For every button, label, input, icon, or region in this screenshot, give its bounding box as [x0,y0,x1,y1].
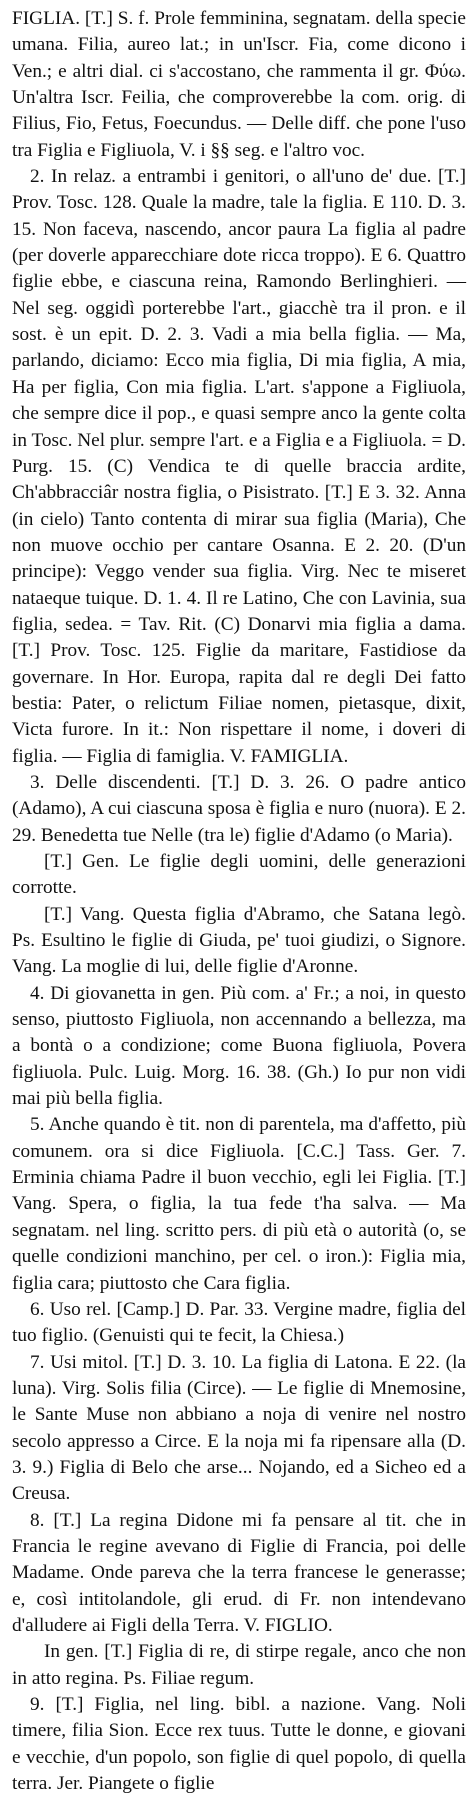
sense-6-religious: 6. Uso rel. [Camp.] D. Par. 33. Vergine madre, figlia del tuo figlio. (Genuisti qui te fecit, la Chiesa.) [12,1298,466,1347]
sense-9-biblical: 9. [T.] Figlia, nel ling. bibl. a nazione. Vang. Noli timere, filia Sion. Ecce rex tuus. Tutte le donne, e giovani e vecchie, d'un popolo, son figlie di quel popolo, di quella terra. Jer. Piangete o figlie [12,1694,466,1795]
sense-8-general: In gen. [T.] Figlia di re, di stirpe regale, anco che non in atto regina. Ps. Filiae regum. [12,1641,466,1689]
sense-3-descendants: 3. Delle discendenti. [T.] D. 3. 26. O padre antico (Adamo), A cui ciascuna sposa è figlia e nuro (nuora). E 2. 29. Benedetta tue Nelle (tra le) figlie d'Adamo (o Maria). [12,771,466,846]
dictionary-entry-figlia [12,6,466,1797]
sense-5-affection: 5. Anche quando è tit. non di parentela, ma d'affetto, più comunem. ora si dice Figliuola. [C.C.] Tass. Ger. 7. Erminia chiama Padre il buon vecchio, egli lei Figlia. [T.] Vang. Spera, o figlia, la tua fede t'ha salva. — Ma segnatam. nel ling. scritto pers. di più età o autorità (o, se quelle condizioni manchino, per cel. o iron.): Figlia mia, figlia cara; piuttosto che Cara figlia. [12,1114,466,1294]
sense-8-royal-title: 8. [T.] La regina Didone mi fa pensare al tit. che in Francia le regine avevano di Figlie di Francia, poi delle Madame. Onde pareva che la terra francese le generasse; e, così intitolandole, gli erud. di Fr. non intendevano d'alludere ai Figli della Terra. V. FIGLIO. [12,1509,466,1636]
sense-3-gospel: [T.] Vang. Questa figlia d'Abramo, che Satana legò. Ps. Esultino le figlie di Giuda, pe' tuoi giudizi, o Signore. Vang. La moglie di lui, delle figlie d'Aronne. [12,903,466,978]
sense-2-parents: 2. In relaz. a entrambi i genitori, o all'uno de' due. [T.] Prov. Tosc. 128. Quale la madre, tale la figlia. E 110. D. 3. 15. Non faceva, nascendo, ancor paura La figlia al padre (per doverle apparecchiare dote ricca troppo). E 6. Quattro figlie ebbe, e ciascuna reina, Ramondo Berlinghieri. — Nel seg. oggidì porterebbe l'art., giacchè tra il pron. e il sost. è un epit. D. 2. 3. Vadi a mia bella figlia. — Ma, parlando, diciamo: Ecco mia figlia, Di mia figlia, A mia, Ha per figlia, Con mia figlia. L'art. s'appone a Figliuola, che sempre dice il pop., e quasi sempre anco la gente colta in Tosc. Nel plur. sempre l'art. e a Figlia e a Figliuola. = D. Purg. 15. (C) Vendica te di quelle braccia ardite, Ch'abbracciâr nostra figlia, o Pisistrato. [T.] E 3. 32. Anna (in cielo) Tanto contenta di mirar sua figlia (Maria), Che non muove occhio per cantare Osanna. E 2. 20. (D'un principe): Veggo vender sua figlia. Virg. Nec te miseret nataeque tuique. D. 1. 4. Il re Latino, Che con Lavinia, sua figlia, sedea. = Tav. Rit. (C) Donarvi mia figlia a dama. [T.] Prov. Tosc. 125. Figlie da maritare, Fastidiose da governare. In Hor. Europa, rapita dal re degli Dei fatto bestia: Pater, o relictum Filiae nomen, pietasque, dixit, Victa furore. In it.: Non rispettare il nome, i doveri di figlia. — Figlia di famiglia. V. FAMIGLIA. [12,166,466,767]
sense-3-genesis: [T.] Gen. Le figlie degli uomini, delle generazioni corrotte. [12,851,466,899]
entry-definition: FIGLIA. [T.] S. f. Prole femminina, segnatam. della specie umana. Filia, aureo lat.; in un'Iscr. Fia, come dicono i Ven.; e altri dial. ci s'accostano, che rammenta il gr. Φύω. Un'altra Iscr. Feilia, che comproverebbe la com. orig. di Filius, Fio, Fetus, Foecundus. — Delle diff. che pone l'uso tra Figlia e Figliuola, V. i §§ seg. e l'altro voc. [12,8,466,161]
sense-4-young-girl: 4. Di giovanetta in gen. Più com. a' Fr.; a noi, in questo senso, piuttosto Figliuola, non accennando a bellezza, ma a bontà o a condizione; come Buona figliuola, Povera figliuola. Pulc. Luig. Morg. 16. 38. (Gh.) Io pur non vidi mai più bella figlia. [12,982,466,1110]
sense-7-mythological: 7. Usi mitol. [T.] D. 3. 10. La figlia di Latona. E 22. (la luna). Virg. Solis filia (Circe). — Le figlie di Mnemosine, le Sante Muse non abbiano a noja di venire nel nostro secolo appresso a Circe. E la noja mi fa ripensare alla (D. 3. 9.) Figlia di Belo che arse... Nojando, ed a Sicheo ed a Creusa. [12,1351,466,1505]
